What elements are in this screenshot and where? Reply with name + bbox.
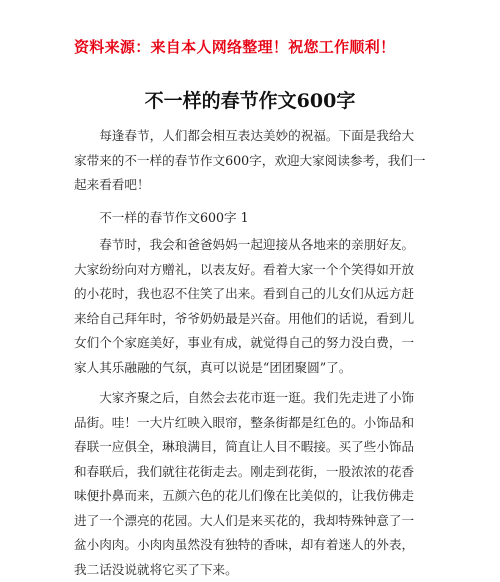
intro-block <box>74 124 426 198</box>
body-paragraph: 春节时，我会和爸爸妈妈一起迎接从各地来的亲朋好友。大家纷纷向对方赠礼，以表友好。看着大家一个个笑得如开放的小花时，我也忍不住笑了出来。看到自己的儿女们从远方赶来给自己拜年时，爷爷奶奶最是兴奋。用他们的话说，看到儿女们个个家庭美好，事业有成，就觉得自己的努力没白费，一家人其乐融融的气氛，真可以说是“团团聚圆”了。 <box>74 237 415 375</box>
paragraph-block-2 <box>74 386 426 582</box>
section-heading: 不一样的春节作文600字 1 <box>99 210 249 225</box>
paragraph-block-1 <box>74 233 426 380</box>
source-note: 资料来源：来自本人网络整理！祝您工作顺利！ <box>74 38 396 56</box>
body-paragraph: 大家齐聚之后，自然会去花市逛一逛。我们先走进了小饰品街。哇！一大片红映入眼帘，整条街都是红色的。小饰品和春联一应俱全，琳琅满目，简直让人目不暇接。买了些小饰品和春联后，我们就往花街走去。刚走到花街，一股浓浓的花香味便扑鼻而来，五颜六色的花儿们像在比美似的，让我仿佛走进了一个漂亮的花园。大人们是来买花的，我却特殊钟意了一盆小肉肉。小肉肉虽然没有独特的香味，却有着迷人的外表，我二话没说就将它买了下来。 <box>74 390 415 577</box>
intro-paragraph: 每逢春节，人们都会相互表达美妙的祝福。下面是我给大家带来的不一样的春节作文600字，欢迎大家阅读参考，我们一起来看看吧！ <box>74 128 426 192</box>
document-title: 不一样的春节作文600字 <box>144 90 356 112</box>
